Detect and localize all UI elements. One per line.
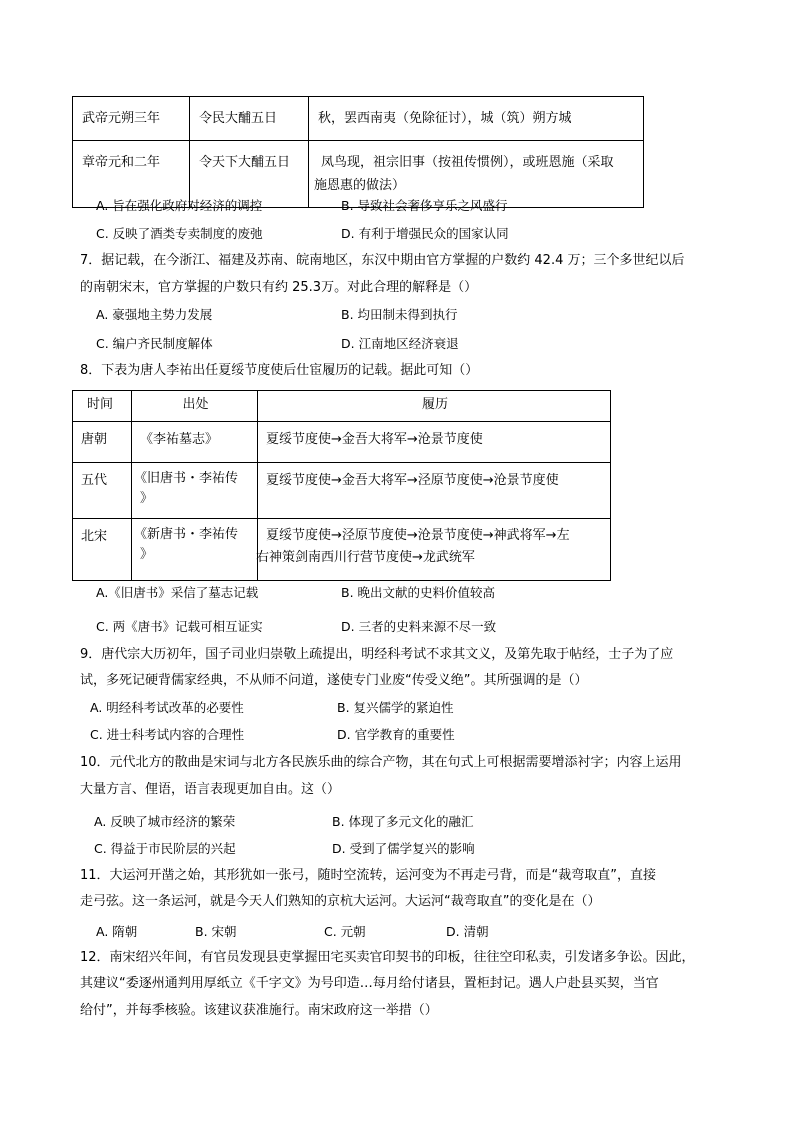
q9-option-d: D. 官学教育的重要性 (337, 727, 455, 742)
q6-option-b: B. 导致社会奢侈享乐之风盛行 (341, 198, 508, 213)
header-time: 时间 (73, 391, 132, 422)
table-row (73, 422, 611, 463)
table-cell-event: 秋，罢西南夷（免除征讨），城（筑）朔方城 (309, 97, 644, 141)
q10-stem-line-2: 大量方言、俚语，语言表现更加自由。这（） (80, 782, 341, 797)
table-row (73, 97, 644, 141)
q10-option-b: B. 体现了多元文化的融汇 (332, 814, 474, 829)
q6-option-a: A. 旨在强化政府对经济的调控 (96, 198, 263, 213)
q9-stem-line-2: 试，多死记硬背儒家经典，不从师不问道，遂使专门业废“传受义绝”。其所强调的是（） (80, 673, 588, 688)
q11-option-d: D. 清朝 (446, 924, 489, 939)
q11-stem-line-2: 走弓弦。这一条运河，就是今天人们熟知的京杭大运河。大运河“裁弯取直”的变化是在（） (80, 894, 601, 909)
q11-option-a: A. 隋朝 (96, 924, 138, 939)
q7-option-a: A. 豪强地主势力发展 (96, 307, 213, 322)
cell-career: 夏绥节度使→金吾大将军→沧景节度使 (258, 422, 611, 463)
header-source: 出处 (132, 391, 258, 422)
cell-time: 北宋 (73, 519, 132, 581)
q7-stem-line-2: 的南朝宋末，官方掌握的户数只有约 25.3万。对此合理的解释是（） (80, 280, 478, 295)
table-cell-decree: 令民大酺五日 (190, 97, 309, 141)
table-cell-year: 章帝元和二年 (73, 141, 190, 208)
q9-option-b: B. 复兴儒学的紧迫性 (337, 700, 454, 715)
q9-stem-line-1: 9．唐代宗大历初年，国子司业归崇敬上疏提出，明经科考试不求其文义，及第先取于帖经，士子为了应 (80, 647, 674, 662)
event-line-2: 施恩惠的做法） (314, 178, 406, 193)
q8-option-b: B. 晚出文献的史料价值较高 (341, 585, 496, 600)
table-row (73, 463, 611, 519)
q11-option-c: C. 元朝 (324, 924, 366, 939)
source-line-1: 《旧唐书・李祐传 (134, 471, 239, 486)
event-line-1: 凤鸟现，祖宗旧事（按祖传惯例），或班恩施（采取 (321, 155, 614, 170)
career-line-2: 右神策剑南西川行营节度使→龙武统军 (256, 550, 475, 565)
q9-option-c: C. 进士科考试内容的合理性 (90, 727, 245, 742)
cell-time: 五代 (73, 463, 132, 519)
q11-option-b: B. 宋朝 (195, 924, 237, 939)
q8-option-d: D. 三者的史料来源不尽一致 (341, 619, 497, 634)
source-line-1: 《新唐书・李祐传 (134, 527, 239, 542)
banquet-decree-table (72, 96, 644, 208)
q8-option-c: C. 两《唐书》记载可相互证实 (96, 619, 263, 634)
q6-option-d: D. 有利于增强民众的国家认同 (341, 226, 509, 241)
table-row (73, 519, 611, 581)
q8-option-a: A.《旧唐书》采信了墓志记载 (96, 585, 259, 600)
q12-stem-line-3: 给付”，并每季核验。该建议获准施行。南宋政府这一举措（） (80, 1003, 438, 1018)
source-line-2: 》 (140, 547, 154, 562)
q10-stem-line-1: 10．元代北方的散曲是宋词与北方各民族乐曲的综合产物，其在句式上可根据需要增添衬字；内容上运用 (80, 755, 682, 770)
header-career: 履历 (258, 391, 611, 422)
q12-stem-line-1: 12．南宋绍兴年间，有官员发现县吏掌握田宅买卖官印契书的印板，往往空印私卖，引发诸多争讼。因此， (80, 950, 695, 965)
q10-option-c: C. 得益于市民阶层的兴起 (94, 841, 236, 856)
q7-stem-line-1: 7．据记载，在今浙江、福建及苏南、皖南地区，东汉中期由官方掌握的户数约 42.4 万；三个多世纪以后 (80, 253, 685, 268)
q7-option-c: C. 编户齐民制度解体 (96, 336, 213, 351)
table-header-row (73, 391, 611, 422)
table-cell-decree: 令天下大酺五日 (190, 141, 309, 208)
cell-time: 唐朝 (73, 422, 132, 463)
source-line-2: 》 (140, 491, 154, 506)
cell-source (132, 519, 258, 581)
q11-stem-line-1: 11．大运河开凿之始，其形犹如一张弓，随时空流转，运河变为不再走弓背，而是“裁弯取直”，直接 (80, 868, 657, 883)
table-cell-year: 武帝元朔三年 (73, 97, 190, 141)
cell-source: 《李祐墓志》 (132, 422, 258, 463)
cell-career (258, 519, 611, 581)
q6-option-c: C. 反映了酒类专卖制度的废弛 (96, 226, 263, 241)
cell-source (132, 463, 258, 519)
q7-option-d: D. 江南地区经济衰退 (341, 336, 459, 351)
q9-option-a: A. 明经科考试改革的必要性 (90, 700, 244, 715)
q8-stem: 8．下表为唐人李祐出任夏绥节度使后仕宦履历的记载。据此可知（） (80, 363, 479, 378)
career-line-1: 夏绥节度使→泾原节度使→沧景节度使→神武将军→左 (266, 528, 570, 543)
q7-option-b: B. 均田制未得到执行 (341, 307, 458, 322)
q10-option-d: D. 受到了儒学复兴的影响 (332, 841, 475, 856)
q12-stem-line-2: 其建议“委逐州通判用厚纸立《千字文》为号印造…每月给付诸县，置柜封记。遇人户赴县买契，当官 (80, 976, 659, 991)
li-you-career-table (72, 390, 611, 581)
cell-career: 夏绥节度使→金吾大将军→泾原节度使→沧景节度使 (258, 463, 611, 519)
q10-option-a: A. 反映了城市经济的繁荣 (94, 814, 236, 829)
